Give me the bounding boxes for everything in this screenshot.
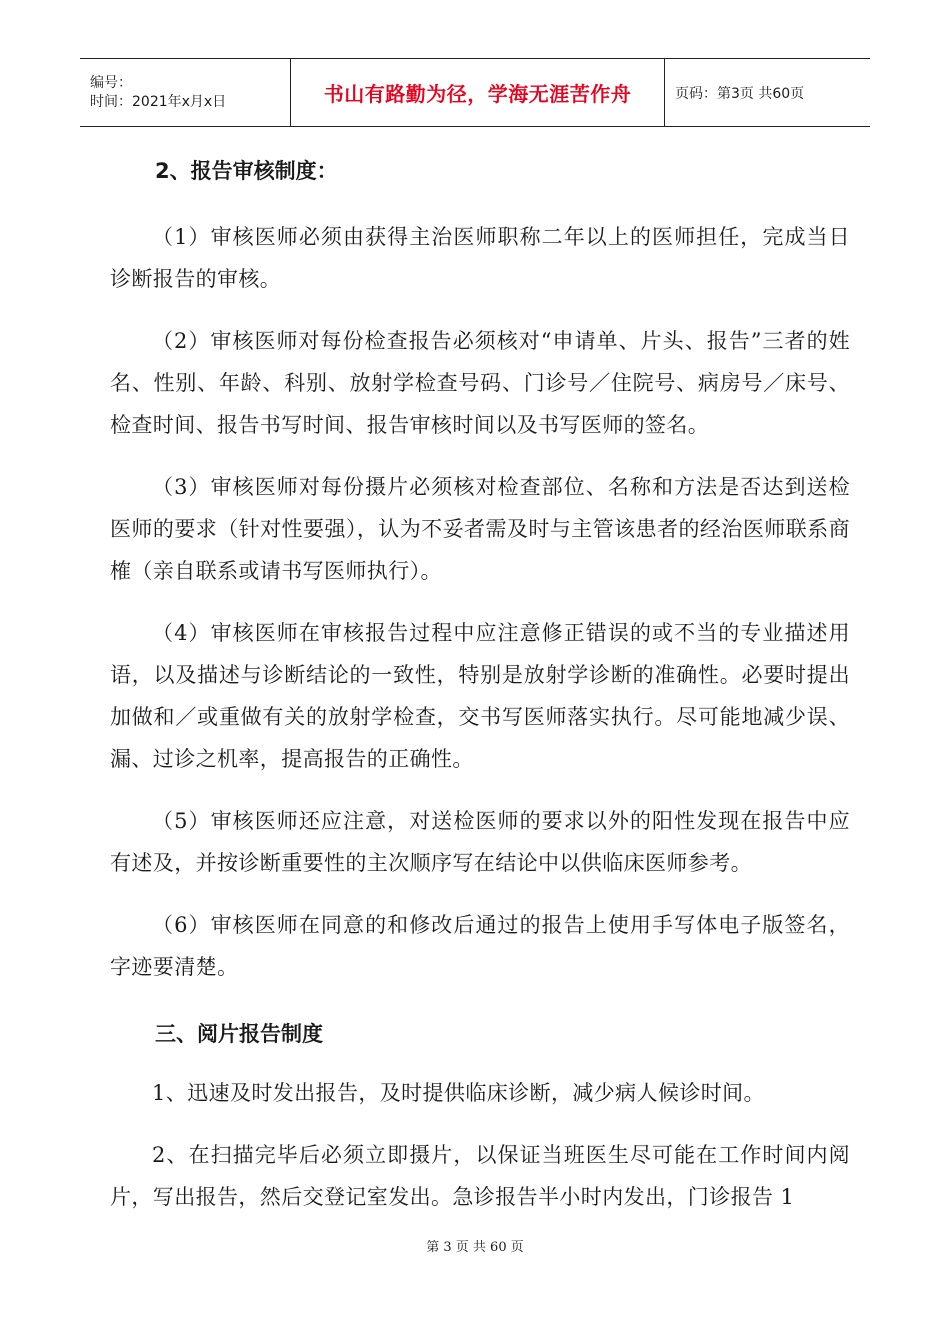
page-footer: 第 3 页 共 60 页 xyxy=(426,1240,524,1255)
motto-text: 书山有路勤为径，学海无涯苦作舟 xyxy=(323,82,632,106)
time-label: 时间：2021年x月x日 xyxy=(90,93,227,110)
paragraph-reading-1: 1、迅速及时发出报告，及时提供临床诊断，减少病人候诊时间。 xyxy=(152,1081,765,1105)
paragraph-reading-2: 2、在扫描完毕后必须立即摄片，以保证当班医生尽可能在工作时间内阅片，写出报告，然后交登记室发出。急诊报告半小时内发出，门诊报告 1 xyxy=(110,1143,850,1209)
section-heading-film-reading: 三、阅片报告制度 xyxy=(155,1022,323,1046)
paragraph-review-6: （6）审核医师在同意的和修改后通过的报告上使用手写体电子版签名，字迹要清楚。 xyxy=(110,913,850,979)
serial-label: 编号： xyxy=(90,74,132,91)
page-header xyxy=(80,58,870,127)
header-meta xyxy=(80,59,291,126)
page-number-label: 页码：第3页 共60页 xyxy=(675,85,805,102)
header-page-info xyxy=(665,59,870,126)
paragraph-review-4: （4）审核医师在审核报告过程中应注意修正错误的或不当的专业描述用语，以及描述与诊断结论的一致性，特别是放射学诊断的准确性。必要时提出加做和／或重做有关的放射学检查，交书写医师落实执行。尽可能地减少误、漏、过诊之机率，提高报告的正确性。 xyxy=(110,621,850,771)
paragraph-review-3: （3）审核医师对每份摄片必须核对检查部位、名称和方法是否达到送检医师的要求（针对性要强），认为不妥者需及时与主管该患者的经治医师联系商榷（亲自联系或请书写医师执行）。 xyxy=(110,475,850,583)
paragraph-review-2: （2）审核医师对每份检查报告必须核对“申请单、片头、报告”三者的姓名、性别、年龄、科别、放射学检查号码、门诊号／住院号、病房号／床号、检查时间、报告书写时间、报告审核时间以及书写医师的签名。 xyxy=(110,329,850,437)
section-heading-report-review: 2、报告审核制度： xyxy=(155,159,338,183)
paragraph-review-5: （5）审核医师还应注意，对送检医师的要求以外的阳性发现在报告中应有述及，并按诊断重要性的主次顺序写在结论中以供临床医师参考。 xyxy=(110,809,850,875)
paragraph-review-1: （1）审核医师必须由获得主治医师职称二年以上的医师担任，完成当日诊断报告的审核。 xyxy=(110,225,850,291)
header-motto xyxy=(291,59,665,126)
